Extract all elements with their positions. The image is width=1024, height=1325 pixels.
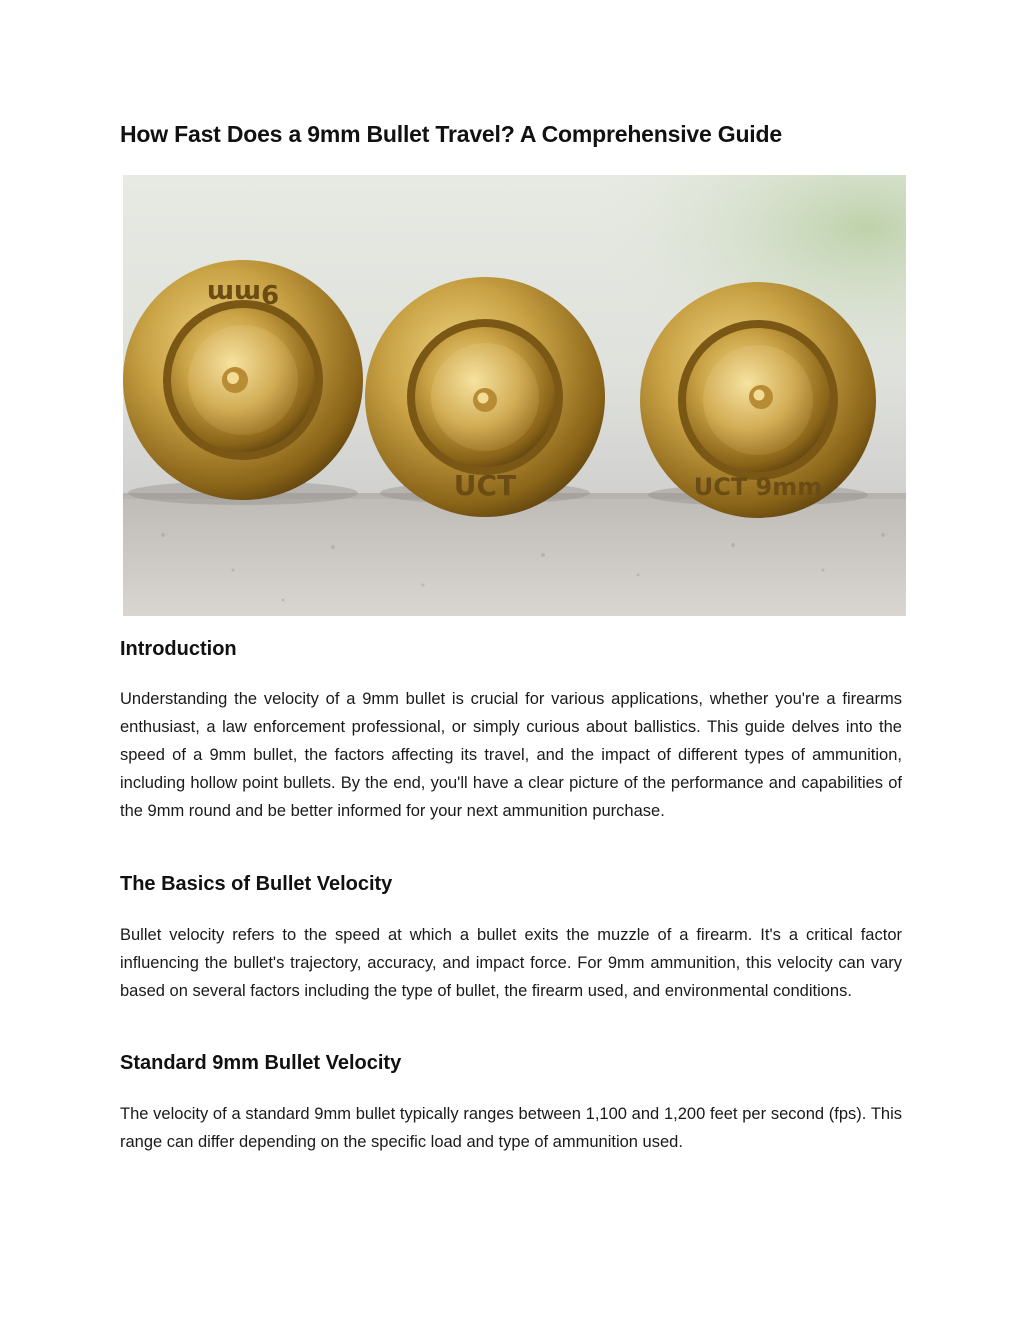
heading-introduction: Introduction (120, 638, 237, 660)
heading-standard-9mm-velocity: Standard 9mm Bullet Velocity (120, 1052, 402, 1074)
paragraph-introduction: Understanding the velocity of a 9mm bullet is crucial for various applications, whether you're a firearms enthusiast, a law enforcement professional, or simply curious about ballistics. This guide delves into the speed of a 9mm bullet, the factors affecting its travel, and the impact of different types of ammunition, including hollow point bullets. By the end, you'll have a clear picture of the performance and capabilities of the 9mm round and be better informed for your next ammunition purchase. (120, 690, 902, 820)
heading-basics-of-bullet-velocity: The Basics of Bullet Velocity (120, 873, 393, 895)
shell-casings-photo (123, 175, 906, 616)
shell-casing-middle (365, 277, 605, 517)
headstamp-middle: UCT (453, 469, 517, 502)
paragraph-basics-of-bullet-velocity: Bullet velocity refers to the speed at which a bullet exits the muzzle of a firearm. It's a critical factor influencing the bullet's trajectory, accuracy, and impact force. For 9mm ammunition, this velocity can vary based on several factors including the type of bullet, the firearm used, and environmental conditions. (120, 926, 902, 1000)
shell-casing-right (640, 282, 876, 518)
headstamp-left: 9mm (206, 278, 280, 308)
article-title: How Fast Does a 9mm Bullet Travel? A Comprehensive Guide (120, 121, 782, 147)
paragraph-standard-9mm-velocity: The velocity of a standard 9mm bullet typically ranges between 1,100 and 1,200 feet per second (fps). This range can differ depending on the specific load and type of ammunition used. (120, 1105, 902, 1151)
headstamp-right: UCT 9mm (693, 473, 823, 501)
